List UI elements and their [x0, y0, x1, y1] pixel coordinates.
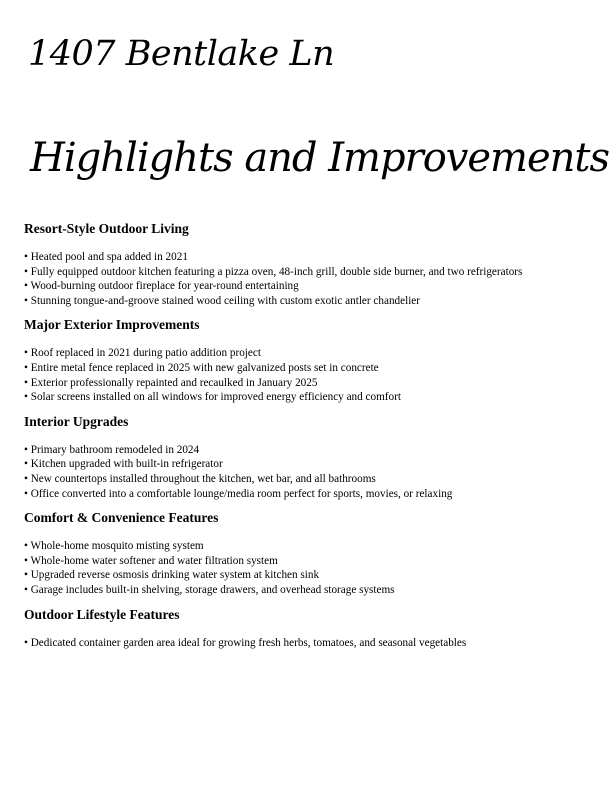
- bullet-list: [24, 539, 604, 597]
- bullet-glyph: •: [24, 636, 28, 649]
- bullet-glyph: •: [24, 540, 28, 553]
- list-item: [24, 294, 604, 309]
- list-item-text: Garage includes built-in shelving, storage drawers, and overhead storage systems: [30, 583, 395, 596]
- bullet-list: [24, 346, 604, 404]
- bullet-glyph: •: [24, 443, 28, 456]
- bullet-glyph: •: [24, 472, 28, 485]
- bullet-list: [24, 250, 604, 308]
- list-item-text: Whole-home water softener and water filtration system: [30, 554, 278, 567]
- list-item-text: New countertops installed throughout the kitchen, wet bar, and all bathrooms: [30, 472, 376, 485]
- bullet-list: [24, 443, 604, 501]
- list-item-text: Upgraded reverse osmosis drinking water system at kitchen sink: [30, 569, 320, 582]
- list-item: [24, 636, 604, 651]
- section-resort-style-outdoor-living: [24, 220, 604, 308]
- bullet-glyph: •: [24, 487, 28, 500]
- list-item: [24, 361, 604, 376]
- bullet-glyph: •: [24, 347, 28, 360]
- bullet-glyph: •: [24, 583, 28, 596]
- section-heading: Outdoor Lifestyle Features: [24, 606, 180, 622]
- list-item-text: Roof replaced in 2021 during patio addition project: [30, 347, 261, 360]
- list-item: [24, 487, 604, 502]
- list-item-text: Dedicated container garden area ideal for growing fresh herbs, tomatoes, and seasonal vegetables: [30, 636, 467, 649]
- bullet-glyph: •: [24, 251, 28, 263]
- section-interior-upgrades: [24, 413, 604, 501]
- list-item: [24, 265, 604, 280]
- list-item-text: Wood-burning outdoor fireplace for year-round entertaining: [30, 280, 299, 293]
- list-item-text: Entire metal fence replaced in 2025 with new galvanized posts set in concrete: [30, 361, 379, 374]
- bullet-list: [24, 636, 604, 651]
- list-item-text: Primary bathroom remodeled in 2024: [30, 443, 200, 456]
- section-outdoor-lifestyle-features: [24, 606, 604, 651]
- list-item-text: Kitchen upgraded with built-in refrigerator: [30, 458, 223, 471]
- list-item: [24, 443, 604, 458]
- list-item: [24, 279, 604, 294]
- bullet-glyph: •: [24, 294, 28, 307]
- list-item: [24, 583, 604, 598]
- list-item: [24, 376, 604, 391]
- section-heading: Resort-Style Outdoor Living: [24, 221, 189, 236]
- list-item-text: Office converted into a comfortable lounge/media room perfect for sports, movies, or relaxing: [30, 487, 453, 500]
- list-item: [24, 539, 604, 554]
- bullet-glyph: •: [24, 280, 28, 293]
- bullet-glyph: •: [24, 569, 28, 582]
- bullet-glyph: •: [24, 361, 28, 374]
- page-title: 1407 Bentlake Ln: [28, 34, 335, 74]
- section-heading: Comfort & Convenience Features: [24, 510, 219, 526]
- bullet-glyph: •: [24, 376, 28, 389]
- bullet-glyph: •: [24, 554, 28, 567]
- bullet-glyph: •: [24, 265, 28, 278]
- bullet-glyph: •: [24, 458, 28, 471]
- list-item-text: Fully equipped outdoor kitchen featuring a pizza oven, 48-inch grill, double side burner, and two refrigerators: [30, 265, 523, 278]
- section-comfort-convenience-features: [24, 509, 604, 597]
- section-major-exterior-improvements: [24, 316, 604, 404]
- list-item: [24, 250, 604, 265]
- list-item: [24, 554, 604, 569]
- list-item: [24, 346, 604, 361]
- list-item-text: Whole-home mosquito misting system: [30, 540, 204, 553]
- section-heading: Interior Upgrades: [24, 413, 129, 429]
- list-item: [24, 472, 604, 487]
- list-item-text: Solar screens installed on all windows for improved energy efficiency and comfort: [30, 391, 401, 404]
- page-subtitle: Highlights and Improvements: [30, 135, 610, 181]
- list-item: [24, 568, 604, 583]
- bullet-glyph: •: [24, 391, 28, 404]
- list-item-text: Stunning tongue-and-groove stained wood ceiling with custom exotic antler chandelier: [30, 294, 421, 307]
- list-item: [24, 457, 604, 472]
- list-item: [24, 390, 604, 405]
- list-item-text: Heated pool and spa added in 2021: [30, 251, 188, 263]
- section-heading: Major Exterior Improvements: [24, 317, 200, 333]
- list-item-text: Exterior professionally repainted and recaulked in January 2025: [30, 376, 318, 389]
- document-body: [24, 220, 604, 650]
